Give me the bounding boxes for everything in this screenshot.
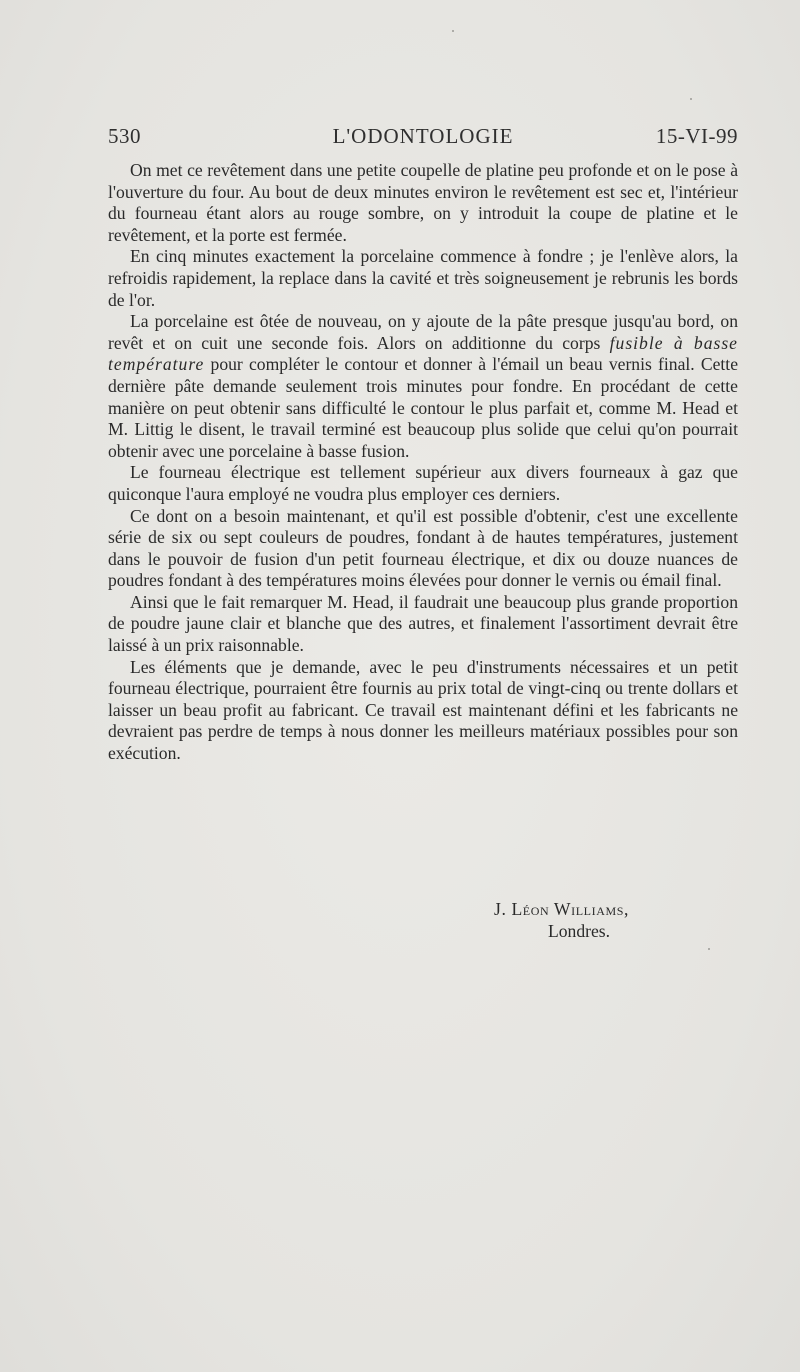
page-header — [108, 124, 738, 156]
paragraph: Les éléments que je demande, avec le peu d'instruments nécessaires et un petit fourneau électrique, pourraient être fournis au prix total de vingt-cinq ou trente dollars et laisser un beau profit au fabricant. Ce travail est maintenant défini et les fabricants ne devraient pas perdre de temps à nous donner les meilleurs matériaux possibles pour son exécution. — [108, 656, 738, 764]
author-city: Londres. — [548, 921, 611, 941]
paragraph-text: La porcelaine est ôtée de nouveau, on y ajoute de la pâte presque jusqu'au bord, on revêt et on cuit une seconde fois. Alors on additionne du corps — [108, 311, 738, 353]
paragraph: Ainsi que le fait remarquer M. Head, il faudrait une beaucoup plus grande proportion de poudre jaune clair et blanche que des autres, et finalement l'assortiment devrait être laissé à un prix raisonnable. — [108, 591, 738, 656]
author-name: J. Léon Williams, — [494, 899, 629, 919]
running-title: L'ODONTOLOGIE — [332, 124, 514, 148]
italic-term: fusible à basse température — [108, 332, 738, 375]
paragraph: Le fourneau électrique est tellement supérieur aux divers fourneaux à gaz que quiconque l'aura employé ne voudra plus employer ces derniers. — [108, 462, 738, 504]
paragraph — [108, 311, 738, 462]
paragraph: On met ce revêtement dans une petite coupelle de platine peu profonde et on le pose à l'ouverture du four. Au bout de deux minutes environ le revêtement est sec et, l'intérieur du fourneau étant alors au rouge sombre, on y introduit la coupe de platine et le revêtement, et la porte est fermée. — [108, 160, 738, 245]
paper-speck — [690, 98, 692, 100]
paper-speck — [708, 948, 710, 950]
paragraph: En cinq minutes exactement la porcelaine commence à fondre ; je l'enlève alors, la refroidis rapidement, la replace dans la cavité et très soigneusement je rebrunis les bords de l'or. — [108, 246, 738, 310]
paragraph-text: pour compléter le contour et donner à l'émail un beau vernis final. Cette dernière pâte demande seulement trois minutes pour fondre. En procédant de cette manière on peut obtenir sans difficulté le contour le plus parfait et, comme M. Head et M. Littig le disent, le travail terminé est beaucoup plus solide que celui qu'on pourrait obtenir avec une porcelaine à basse fusion. — [108, 354, 738, 461]
page-number: 530 — [108, 124, 141, 148]
paper-speck — [452, 30, 454, 32]
article-body — [108, 160, 738, 765]
paragraph: Ce dont on a besoin maintenant, et qu'il est possible d'obtenir, c'est une excellente série de six ou sept couleurs de poudres, fondant à de hautes températures, justement dans le pouvoir de fusion d'un petit fourneau électrique, et dix ou douze nuances de poudres fondant à des températures moins élevées pour donner le vernis ou émail final. — [108, 505, 738, 591]
issue-date: 15-VI-99 — [655, 124, 738, 148]
